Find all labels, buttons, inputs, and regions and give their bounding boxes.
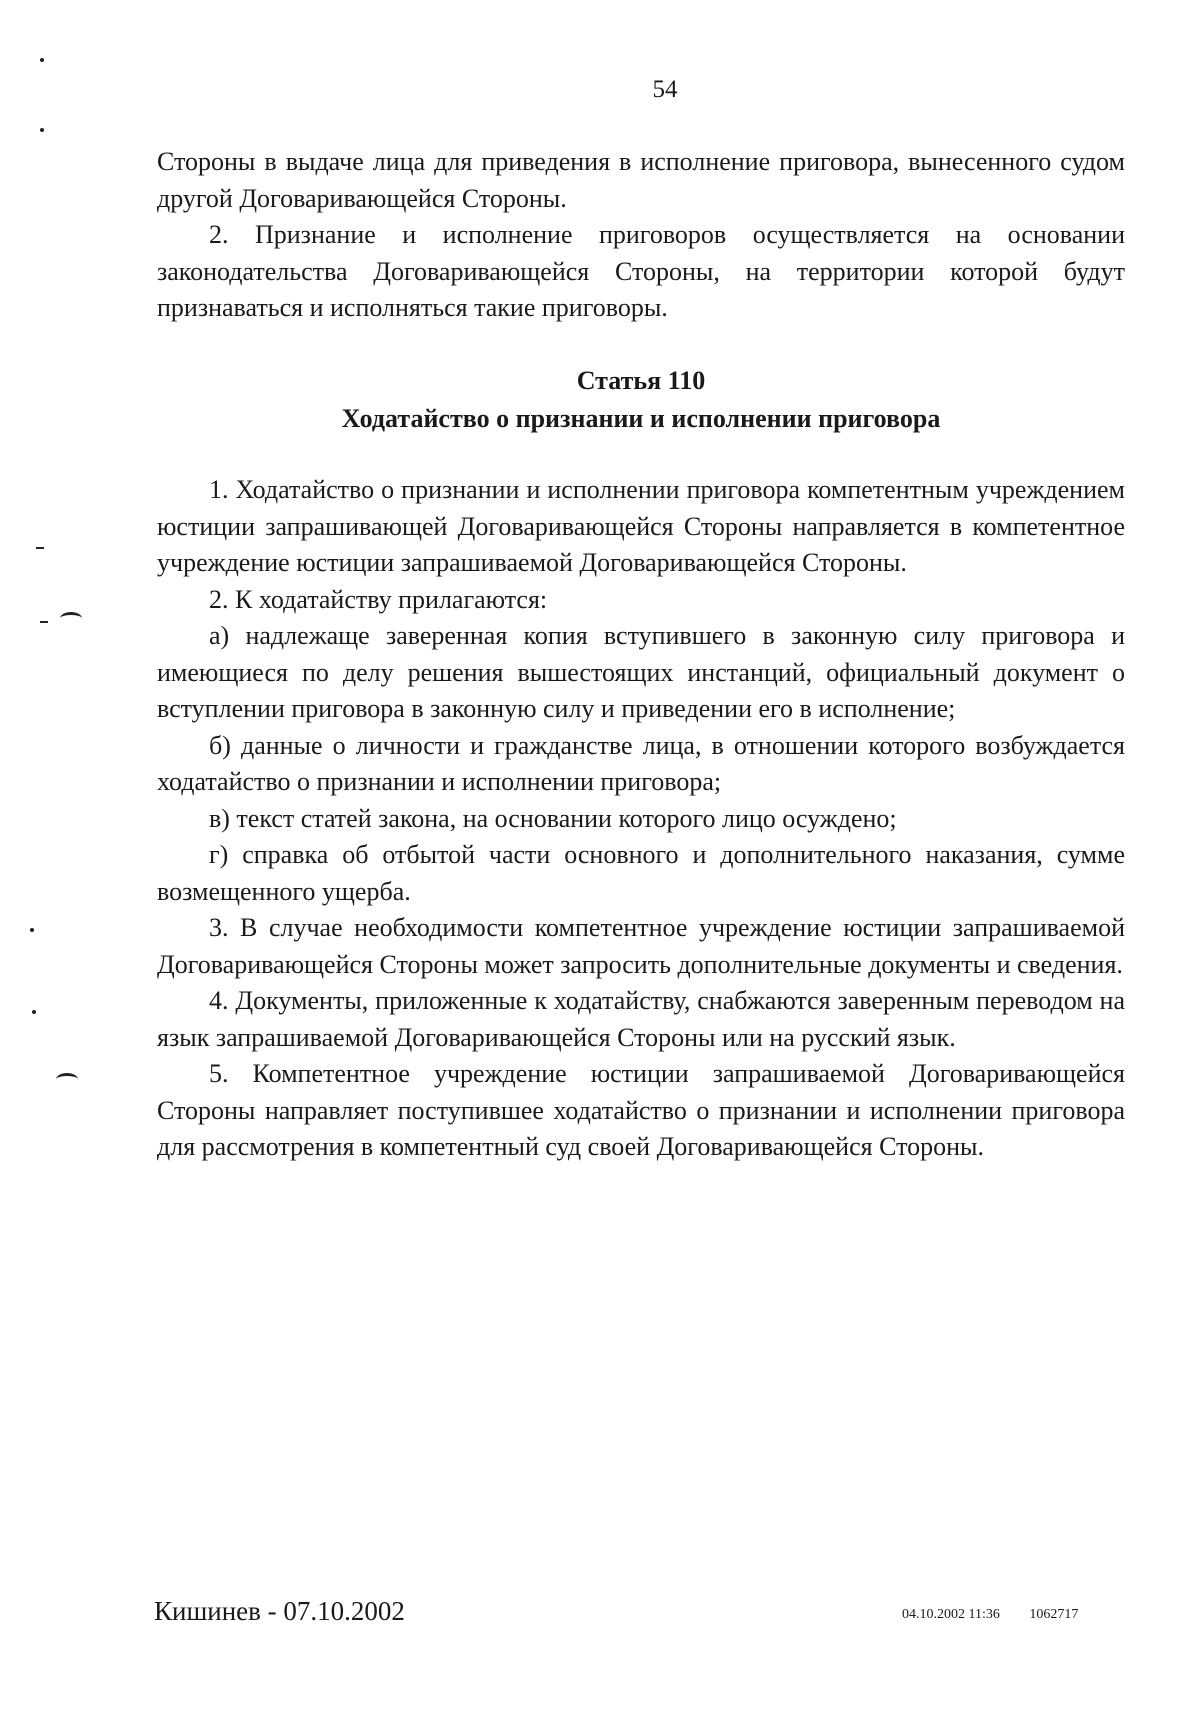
scan-speck <box>32 1010 36 1014</box>
scan-speck <box>40 58 44 62</box>
paragraph: а) надлежаще заверенная копия вступившего в законную силу приговора и имеющиеся по делу решения вышестоящих инстанций, официальный документ о вступлении приговора в законную силу и приведении его в исполнение; <box>157 621 1125 723</box>
paragraph: Стороны в выдаче лица для приведения в исполнение приговора, вынесенного судом другой Договаривающейся Стороны. <box>157 147 1125 213</box>
punch-hole-mark <box>60 612 82 625</box>
article-number: Статья 110 <box>576 366 706 395</box>
scan-speck <box>40 128 44 132</box>
paragraph: в) текст статей закона, на основании которого лицо осуждено; <box>209 803 897 833</box>
footer-stamp <box>902 1607 1078 1623</box>
article-heading <box>157 362 1125 438</box>
paragraph: 4. Документы, приложенные к ходатайству, снабжаются заверенным переводом на язык запрашиваемой Договаривающейся Стороны или на русский язык. <box>157 986 1125 1052</box>
scan-speck <box>36 547 44 549</box>
stamp-number: 1062717 <box>1029 1607 1079 1622</box>
article-body <box>157 472 1125 1166</box>
paragraph: 3. В случае необходимости компетентное учреждение юстиции запрашиваемой Договаривающейся Стороны может запросить дополнительные документы и сведения. <box>157 913 1125 979</box>
paragraph: 5. Компетентное учреждение юстиции запрашиваемой Договаривающейся Стороны направляет поступившее ходатайство о признании и исполнении приговора для рассмотрения в компетентный суд своей Договаривающейся Стороны. <box>157 1059 1125 1161</box>
paragraph: б) данные о личности и гражданстве лица, в отношении которого возбуждается ходатайство о признании и исполнении приговора; <box>157 730 1125 796</box>
paragraph: 2. К ходатайству прилагаются: <box>209 584 548 614</box>
scan-speck <box>40 621 48 623</box>
page-number: 54 <box>652 76 678 103</box>
paragraph: 2. Признание и исполнение приговоров осуществляется на основании законодательства Договаривающейся Стороны, на территории которой будут признаваться и исполняться такие приговоры. <box>157 220 1125 322</box>
punch-hole-mark <box>56 1073 78 1086</box>
paragraph: г) справка об отбытой части основного и дополнительного наказания, сумме возмещенного ущерба. <box>157 840 1125 906</box>
stamp-datetime: 04.10.2002 11:36 <box>902 1607 1000 1622</box>
footer-city-date: Кишинев - 07.10.2002 <box>154 1596 405 1626</box>
top-text-block <box>157 144 1125 327</box>
scan-speck <box>30 928 34 932</box>
article-title: Ходатайство о признании и исполнении приговора <box>341 404 941 433</box>
paragraph: 1. Ходатайство о признании и исполнении приговора компетентным учреждением юстиции запрашивающей Договаривающейся Стороны направляется в компетентное учреждение юстиции запрашиваемой Договаривающейся Стороны. <box>157 475 1125 577</box>
